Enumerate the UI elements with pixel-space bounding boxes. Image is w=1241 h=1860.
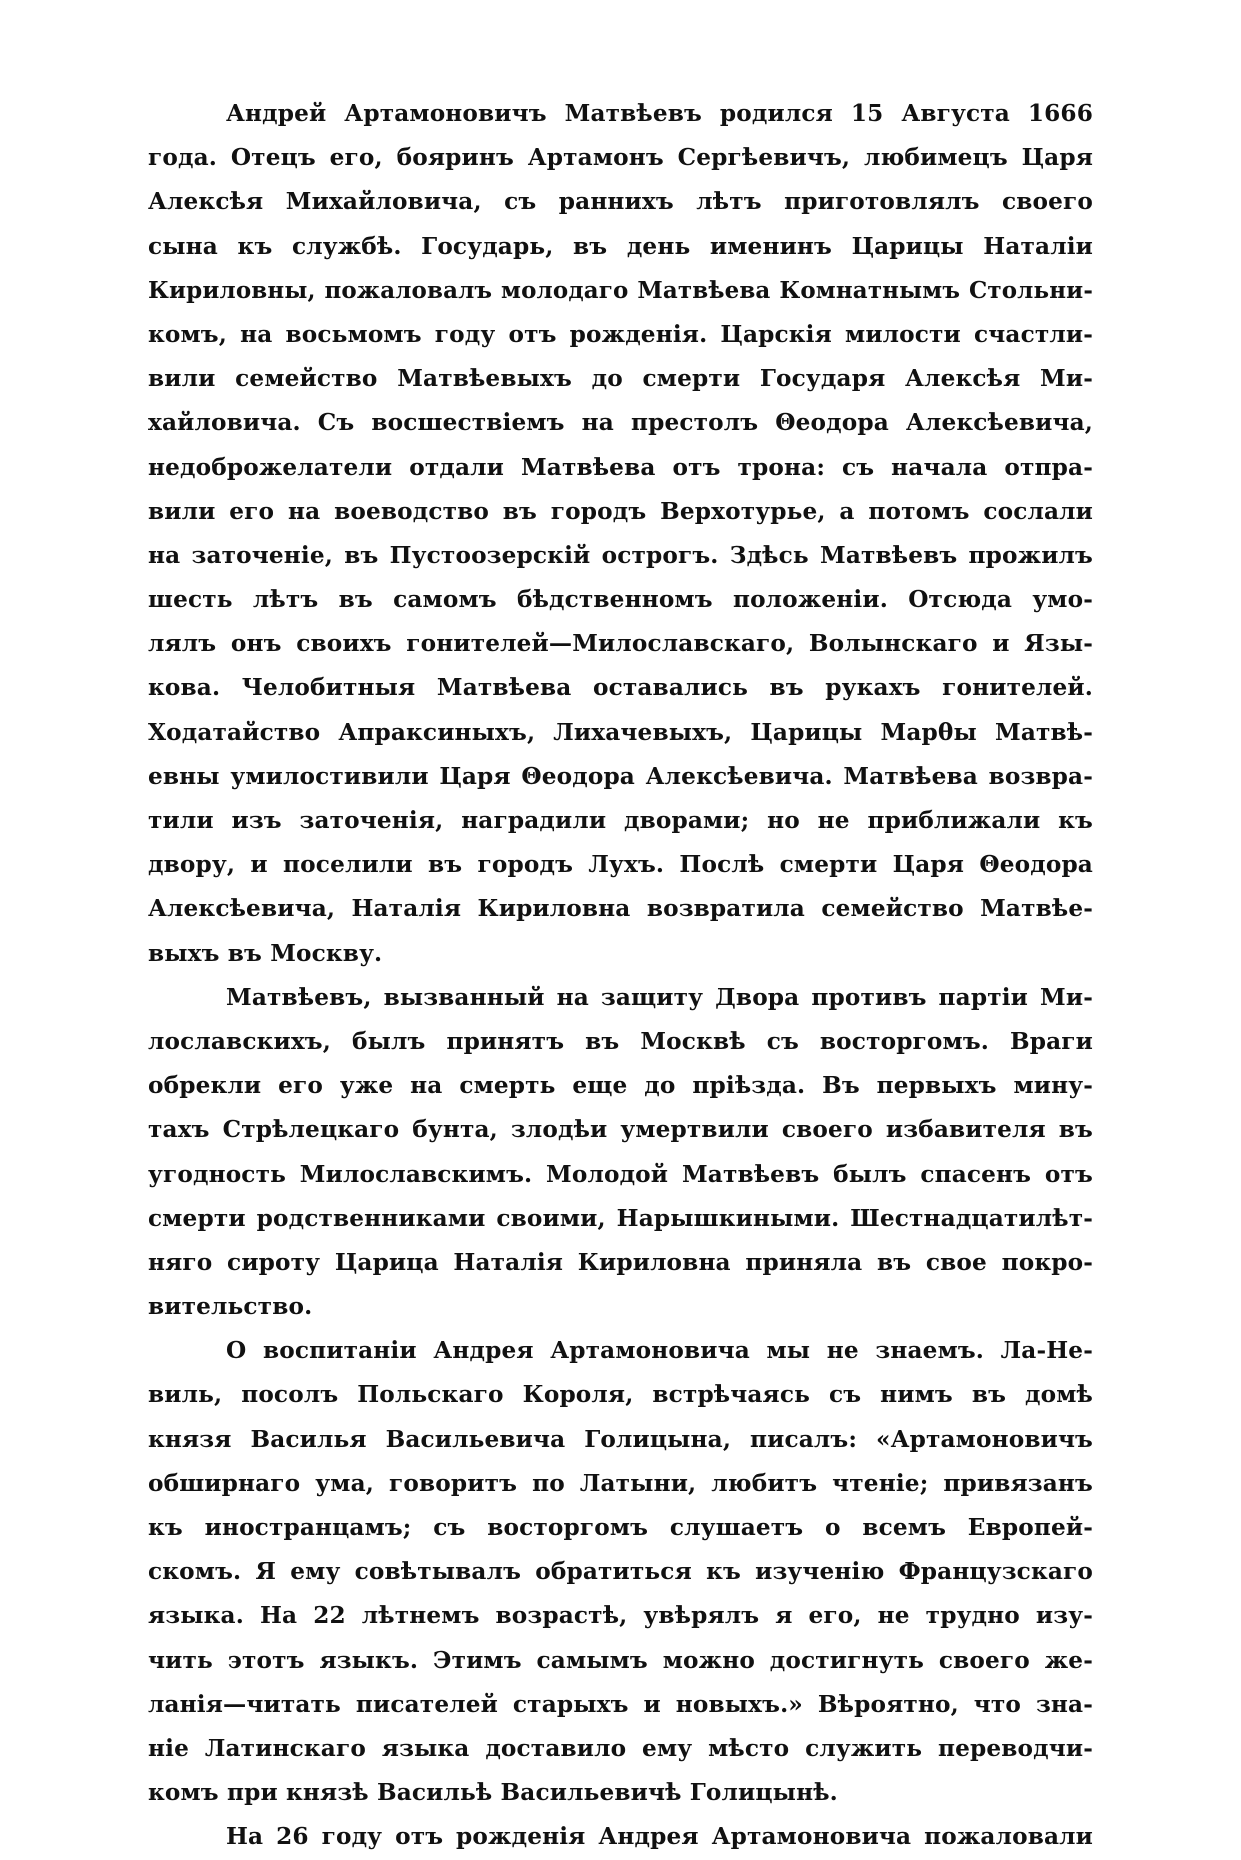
text-line: вили семейство Матвѣевыхъ до смерти Государя Алексѣя Ми- xyxy=(148,365,1093,393)
text-line: виль, посолъ Польскаго Короля, встрѣчаясь съ нимъ въ домѣ xyxy=(148,1381,1093,1409)
text-line: ланія—читать писателей старыхъ и новыхъ.» Вѣроятно, что зна- xyxy=(148,1690,1093,1718)
page-text xyxy=(148,92,1093,1860)
text-line: Кириловны, пожаловалъ молодаго Матвѣева Комнатнымъ Стольни- xyxy=(148,276,1093,304)
text-line: сына къ службѣ. Государь, въ день именинъ Царицы Наталіи xyxy=(148,232,1093,260)
text-line: ніе Латинскаго языка доставило ему мѣсто служить переводчи- xyxy=(148,1734,1093,1762)
text-line: тили изъ заточенія, наградили дворами; но не приближали къ xyxy=(148,807,1093,834)
text-line: хайловича. Съ восшествіемъ на престолъ Θеодора Алексѣевича, xyxy=(148,409,1093,437)
text-line: На 26 году отъ рожденія Андрея Артамоновича пожаловали xyxy=(226,1823,1093,1851)
text-line: Алексѣя Михайловича, съ раннихъ лѣтъ приготовлялъ своего xyxy=(148,188,1093,216)
text-line: угодность Милославскимъ. Молодой Матвѣевъ былъ спасенъ отъ xyxy=(148,1160,1093,1188)
text-line: евны умилостивили Царя Θеодора Алексѣевича. Матвѣева возвра- xyxy=(148,762,1093,790)
text-line: шесть лѣтъ въ самомъ бѣдственномъ положеніи. Отсюда умо- xyxy=(148,586,1093,614)
paragraph-1 xyxy=(148,92,1093,976)
text-line: къ иностранцамъ; съ восторгомъ слушаетъ о всемъ Европей- xyxy=(148,1514,1093,1541)
text-line: лославскихъ, былъ принятъ въ Москвѣ съ восторгомъ. Враги xyxy=(148,1027,1093,1055)
text-line: комъ при князѣ Васильѣ Васильевичѣ Голицынѣ. xyxy=(148,1779,838,1807)
text-line: няго сироту Царица Наталія Кириловна приняла въ свое покро- xyxy=(148,1248,1093,1276)
text-line: Андрей Артамоновичъ Матвѣевъ родился 15 Августа 1666 xyxy=(226,100,1093,127)
text-line: смерти родственниками своими, Нарышкиными. Шестнадцатилѣт- xyxy=(148,1204,1093,1232)
text-line: Матвѣевъ, вызванный на защиту Двора противъ партіи Ми- xyxy=(226,983,1093,1011)
text-line: скомъ. Я ему совѣтывалъ обратиться къ изученію Французскаго xyxy=(148,1558,1093,1586)
text-line: вительство. xyxy=(148,1293,313,1321)
text-line: вили его на воеводство въ городъ Верхотурье, а потомъ сослали xyxy=(148,497,1093,525)
paragraph-3 xyxy=(148,1329,1093,1815)
paragraph-4 xyxy=(148,1815,1093,1859)
text-line: чить этотъ языкъ. Этимъ самымъ можно достигнуть своего же- xyxy=(148,1646,1093,1674)
text-line: кова. Челобитныя Матвѣева оставались въ рукахъ гонителей. xyxy=(148,674,1093,702)
text-line: года. Отецъ его, бояринъ Артамонъ Сергѣевичъ, любимецъ Царя xyxy=(148,144,1093,172)
text-line: языка. На 22 лѣтнемъ возрастѣ, увѣрялъ я его, не трудно изу- xyxy=(148,1602,1093,1630)
text-line: Алексѣевича, Наталія Кириловна возвратила семейство Матвѣе- xyxy=(148,895,1093,923)
text-line: О воспитаніи Андрея Артамоновича мы не знаемъ. Ла-Не- xyxy=(226,1337,1093,1365)
text-line: князя Василья Васильевича Голицына, писалъ: «Артамоновичъ xyxy=(148,1425,1093,1453)
text-line: Ходатайство Апраксиныхъ, Лихачевыхъ, Царицы Марθы Матвѣ- xyxy=(148,718,1093,746)
text-line: лялъ онъ своихъ гонителей—Милославскаго, Волынскаго и Язы- xyxy=(148,630,1093,658)
text-line: двору, и поселили въ городъ Лухъ. Послѣ смерти Царя Θеодора xyxy=(148,851,1093,879)
text-line: недоброжелатели отдали Матвѣева отъ трона: съ начала отпра- xyxy=(148,453,1093,481)
text-line: тахъ Стрѣлецкаго бунта, злодѣи умертвили своего избавителя въ xyxy=(148,1116,1093,1144)
text-line: обрекли его уже на смерть еще до пріѣзда. Въ первыхъ мину- xyxy=(148,1072,1093,1100)
text-line: на заточеніе, въ Пустоозерскій острогъ. Здѣсь Матвѣевъ прожилъ xyxy=(148,541,1093,569)
paragraph-2 xyxy=(148,976,1093,1330)
text-line: выхъ въ Москву. xyxy=(148,939,383,967)
text-line: комъ, на восьмомъ году отъ рожденія. Царскія милости счастли- xyxy=(148,320,1093,348)
text-line: обширнаго ума, говоритъ по Латыни, любитъ чтеніе; привязанъ xyxy=(148,1469,1093,1497)
